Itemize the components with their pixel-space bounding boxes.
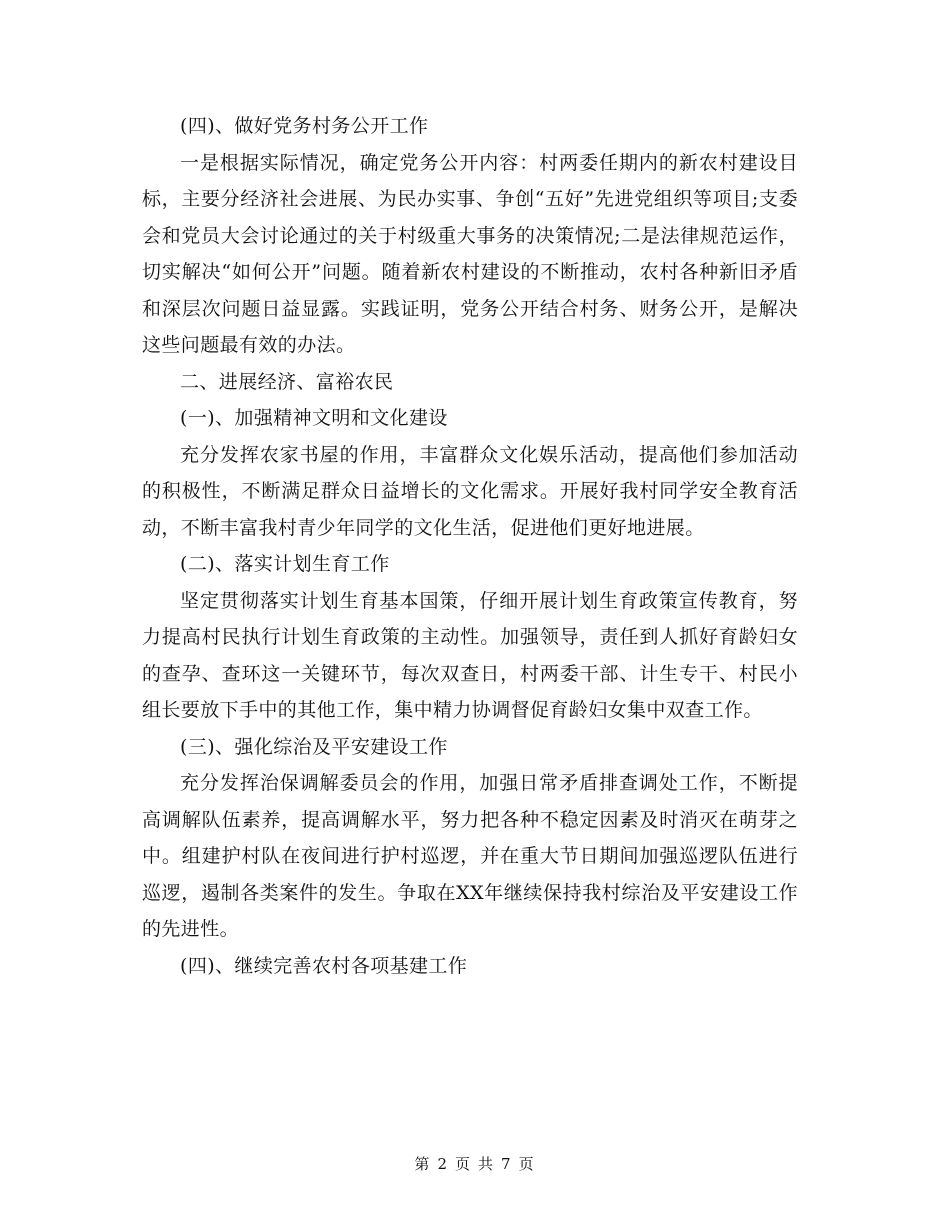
- document-body: [142, 108, 798, 984]
- page-number-total: 7: [501, 1155, 513, 1173]
- section-heading: (四)、做好党务村务公开工作: [180, 115, 429, 137]
- body-paragraph: 一是根据实际情况，确定党务公开内容：村两委任期内的新农村建设目标，主要分经济社会进展、为民办实事、争创“五好”先进党组织等项目;支委会和党员大会讨论通过的关于村级重大事务的决策情况;二是法律规范运作，切实解决“如何公开”问题。随着新农村建设的不断推动，农村各种新旧矛盾和深层次问题日益显露。实践证明，党务公开结合村务、财务公开，是解决这些问题最有效的办法。: [142, 151, 798, 356]
- section-heading: (一)、加强精神文明和文化建设: [180, 407, 448, 429]
- body-paragraph: 坚定贯彻落实计划生育基本国策，仔细开展计划生育政策宣传教育，努力提高村民执行计划生育政策的主动性。加强领导，责任到人抓好育龄妇女的查孕、查环这一关键环节，每次双查日，村两委干部、计生专干、村民小组长要放下手中的其他工作，集中精力协调督促育龄妇女集中双查工作。: [142, 589, 798, 721]
- section-heading: (二)、落实计划生育工作: [180, 553, 390, 575]
- page-footer: [0, 1153, 950, 1174]
- body-paragraph: 充分发挥治保调解委员会的作用，加强日常矛盾排查调处工作，不断提高调解队伍素养，提高调解水平，努力把各种不稳定因素及时消灭在萌芽之中。组建护村队在夜间进行护村巡逻，并在重大节日期间加强巡逻队伍进行巡逻，遏制各类案件的发生。争取在XX年继续保持我村综治及平安建设工作的先进性。: [142, 772, 798, 940]
- page-number-current: 2: [437, 1155, 449, 1173]
- body-paragraph: 充分发挥农家书屋的作用，丰富群众文化娱乐活动，提高他们参加活动的积极性，不断满足群众日益增长的文化需求。开展好我村同学安全教育活动，不断丰富我村青少年同学的文化生活，促进他们更好地进展。: [142, 443, 798, 539]
- footer-page-word: 页: [454, 1155, 472, 1173]
- section-heading: (四)、继续完善农村各项基建工作: [180, 954, 468, 977]
- section-heading: 二、进展经济、富裕农民: [180, 370, 394, 393]
- footer-total-prefix: 共: [478, 1155, 496, 1173]
- footer-suffix: 页: [518, 1155, 536, 1173]
- section-heading: (三)、强化综治及平安建设工作: [180, 735, 448, 758]
- footer-prefix: 第: [414, 1155, 432, 1173]
